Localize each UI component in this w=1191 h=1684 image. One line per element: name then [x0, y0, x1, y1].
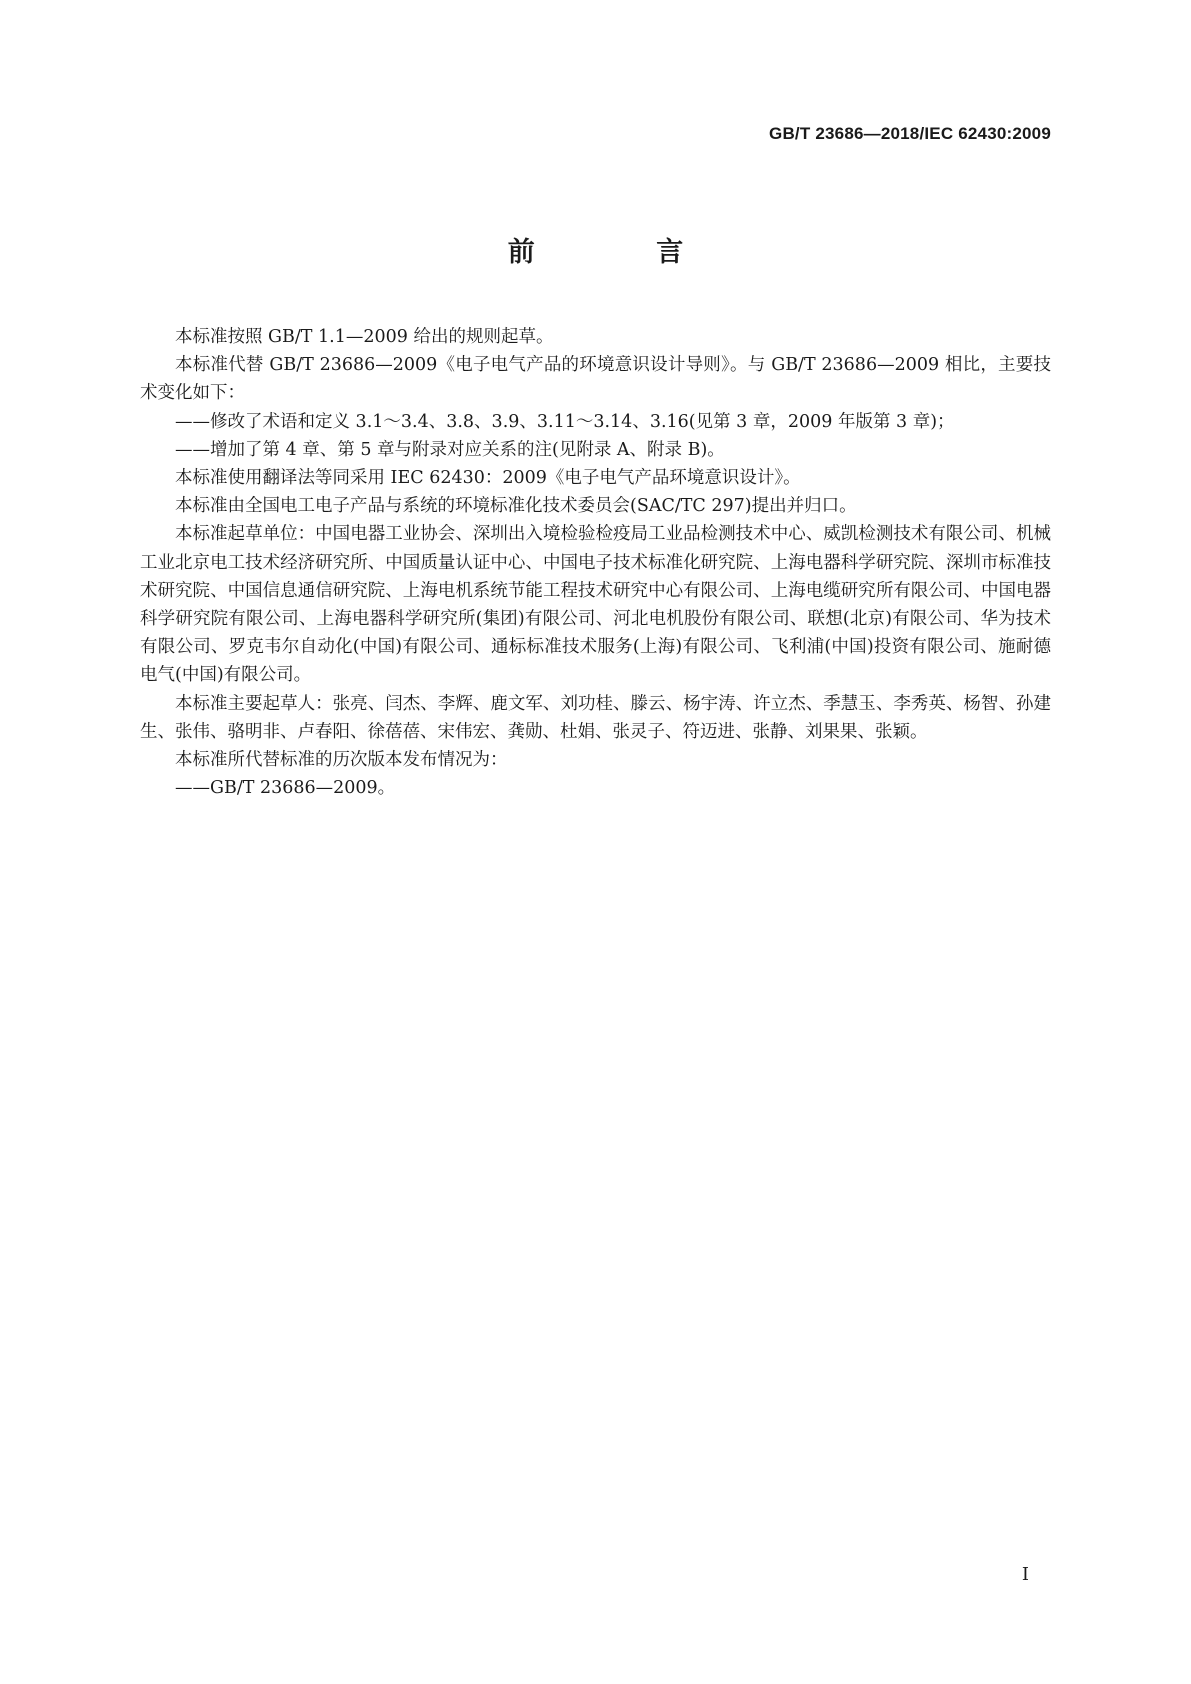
- paragraph-proposer: 本标准由全国电工电子产品与系统的环境标准化技术委员会(SAC/TC 297)提出并归口。: [175, 496, 857, 517]
- paragraph-replacement: 本标准代替 GB/T 23686—2009《电子电气产品的环境意识设计导则》。与 GB/T 23686—2009 相比，主要技术变化如下：: [140, 355, 1051, 404]
- paragraph-previous-editions: 本标准所代替标准的历次版本发布情况为：: [175, 750, 508, 771]
- page-number: I: [1021, 1564, 1029, 1585]
- paragraph-drafting-units: 本标准起草单位：中国电器工业协会、深圳出入境检验检疫局工业品检测技术中心、威凯检测技术有限公司、机械工业北京电工技术经济研究所、中国质量认证中心、中国电子技术标准化研究院、上海电器科学研究院、深圳市标准技术研究院、中国信息通信研究院、上海电机系统节能工程技术研究中心有限公司、上海电缆研究所有限公司、中国电器科学研究院有限公司、上海电器科学研究所(集团)有限公司、河北电机股份有限公司、联想(北京)有限公司、华为技术有限公司、罗克韦尔自动化(中国)有限公司、通标标准技术服务(上海)有限公司、飞利浦(中国)投资有限公司、施耐德电气(中国)有限公司。: [140, 524, 1051, 686]
- page-title: 前 言: [507, 237, 740, 268]
- standard-code: GB/T 23686—2018/IEC 62430:2009: [769, 124, 1051, 143]
- list-item-change-2: ——增加了第 4 章、第 5 章与附录对应关系的注(见附录 A、附录 B)。: [175, 439, 725, 460]
- list-item-change-1: ——修改了术语和定义 3.1～3.4、3.8、3.9、3.11～3.14、3.16(见第 3 章，2009 年版第 3 章)；: [175, 411, 955, 432]
- paragraph-drafting-rules: 本标准按照 GB/T 1.1—2009 给出的规则起草。: [175, 327, 554, 347]
- list-item-previous-edition: ——GB/T 23686—2009。: [175, 778, 396, 799]
- paragraph-drafters: 本标准主要起草人：张亮、闫杰、李辉、鹿文军、刘功桂、滕云、杨宇涛、许立杰、季慧玉、李秀英、杨智、孙建生、张伟、骆明非、卢春阳、徐蓓蓓、宋伟宏、龚勋、杜娟、张灵子、符迈进、张静、刘果果、张颖。: [140, 693, 1051, 742]
- paragraph-adoption: 本标准使用翻译法等同采用 IEC 62430：2009《电子电气产品环境意识设计》。: [175, 468, 801, 489]
- foreword-body: [140, 323, 1051, 802]
